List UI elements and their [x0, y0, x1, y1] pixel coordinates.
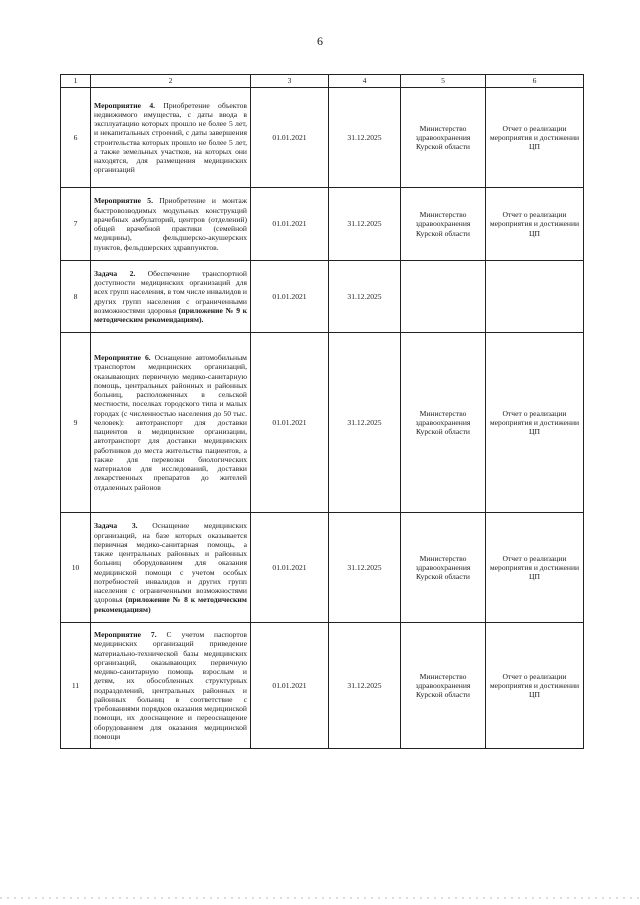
- row-executor: Министерство здравоохранения Курской области: [401, 623, 486, 749]
- row-result: Отчет о реализации мероприятия и достижении ЦП: [486, 333, 584, 513]
- row-end-date: 31.12.2025: [329, 333, 401, 513]
- row-result: Отчет о реализации мероприятия и достижении ЦП: [486, 513, 584, 623]
- row-executor: Министерство здравоохранения Курской области: [401, 513, 486, 623]
- row-result: Отчет о реализации мероприятия и достижении ЦП: [486, 623, 584, 749]
- row-end-date: 31.12.2025: [329, 261, 401, 333]
- row-label: Мероприятие 4.: [94, 100, 156, 110]
- row-number: 6: [61, 88, 91, 188]
- header-cell-description: 2: [91, 75, 251, 88]
- row-description: [91, 88, 251, 188]
- row-description: [91, 261, 251, 333]
- row-executor: [401, 261, 486, 333]
- row-result: [486, 261, 584, 333]
- table-row: [61, 188, 584, 261]
- row-text: Приобретение объектов недвижимого имущества, с даты ввода в эксплуатацию которых прошло не более 5 лет, и некапитальных строений, с даты завершения строительства которых прошло не более 5 лет, а также земельных участков, на которых они находятся, для размещения медицинских организаций: [94, 100, 247, 175]
- row-text: Приобретение и монтаж быстровозводимых модульных конструкций врачебных амбулаторий, центров (отделений) общей врачебной практики (семейной медицины), фельдшерско-акушерских пунктов, фельдшерских здравпунктов.: [94, 196, 247, 252]
- table-header-row: [61, 75, 584, 88]
- row-start-date: 01.01.2021: [251, 88, 329, 188]
- page-number: 6: [317, 34, 323, 48]
- row-start-date: 01.01.2021: [251, 188, 329, 261]
- table-row: [61, 88, 584, 188]
- table-row: [61, 333, 584, 513]
- row-number: 10: [61, 513, 91, 623]
- row-label: Мероприятие 6.: [94, 353, 151, 363]
- header-cell-start-date: 3: [251, 75, 329, 88]
- row-label: Задача 2.: [94, 268, 136, 278]
- row-result: Отчет о реализации мероприятия и достижении ЦП: [486, 188, 584, 261]
- row-result: Отчет о реализации мероприятия и достижении ЦП: [486, 88, 584, 188]
- row-number: 8: [61, 261, 91, 333]
- row-description: [91, 333, 251, 513]
- scan-edge-divider: [0, 897, 640, 899]
- row-text: С учетом паспортов медицинских организаций приведение материально-технической базы медицинских организаций, оказывающих первичную медико-санитарную помощь взрослым и детям, их обособленных структурных подразделений, центральных районных и районных больниц в соответствие с требованиями порядков оказания медицинской помощи, их дооснащение и переоснащение оборудованием для оказания медицинской помощи: [94, 630, 247, 741]
- row-text: Оснащение автомобильным транспортом медицинских организаций, оказывающих первичную медико-санитарную помощь, центральных районных и районных больниц, расположенных в сельской местности, поселках городского типа и малых городах (с численностью населения до 50 тыс. человек): автотранспорт для доставки пациентов в медицинские организации, автотранспорт для доставки медицинских работников до места жительства пациентов, а также для перевозки биологических материалов для исследований, доставки лекарственных препаратов до жителей отдаленных районов: [94, 353, 247, 492]
- activities-table: [60, 74, 584, 749]
- header-cell-result: 6: [486, 75, 584, 88]
- row-description: [91, 188, 251, 261]
- row-end-date: 31.12.2025: [329, 513, 401, 623]
- row-number: 9: [61, 333, 91, 513]
- row-description: [91, 623, 251, 749]
- row-start-date: 01.01.2021: [251, 261, 329, 333]
- row-end-date: 31.12.2025: [329, 188, 401, 261]
- row-label: Мероприятие 7.: [94, 630, 157, 639]
- row-executor: Министерство здравоохранения Курской области: [401, 188, 486, 261]
- row-bold-tail: (приложение № 8 к методическим рекомендациям): [94, 595, 247, 614]
- row-text: Обеспечение транспортной доступности медицинских организаций для всех групп населения, в том числе инвалидов и других групп населения с ограниченными возможностями здоровья: [94, 268, 247, 315]
- table-row: [61, 513, 584, 623]
- row-start-date: 01.01.2021: [251, 513, 329, 623]
- table-row: [61, 261, 584, 333]
- table-row: [61, 623, 584, 749]
- row-description: [91, 513, 251, 623]
- row-label: Задача 3.: [94, 521, 138, 531]
- header-cell-number: 1: [61, 75, 91, 88]
- row-text: Оснащение медицинских организаций, на базе которых оказывается первичная медико-санитарная помощь, а также центральных районных и районных больниц оборудованием для оказания медицинской помощи с учетом особых потребностей инвалидов и других групп населения с ограниченными возможностями здоровья: [94, 521, 248, 605]
- row-start-date: 01.01.2021: [251, 623, 329, 749]
- row-label: Мероприятие 5.: [94, 196, 153, 206]
- row-end-date: 31.12.2025: [329, 88, 401, 188]
- header-cell-executor: 5: [401, 75, 486, 88]
- row-executor: Министерство здравоохранения Курской области: [401, 88, 486, 188]
- row-bold-tail: (приложение № 9 к методическим рекомендациям).: [94, 305, 247, 324]
- row-number: 11: [61, 623, 91, 749]
- header-cell-end-date: 4: [329, 75, 401, 88]
- row-number: 7: [61, 188, 91, 261]
- row-executor: Министерство здравоохранения Курской области: [401, 333, 486, 513]
- row-start-date: 01.01.2021: [251, 333, 329, 513]
- row-end-date: 31.12.2025: [329, 623, 401, 749]
